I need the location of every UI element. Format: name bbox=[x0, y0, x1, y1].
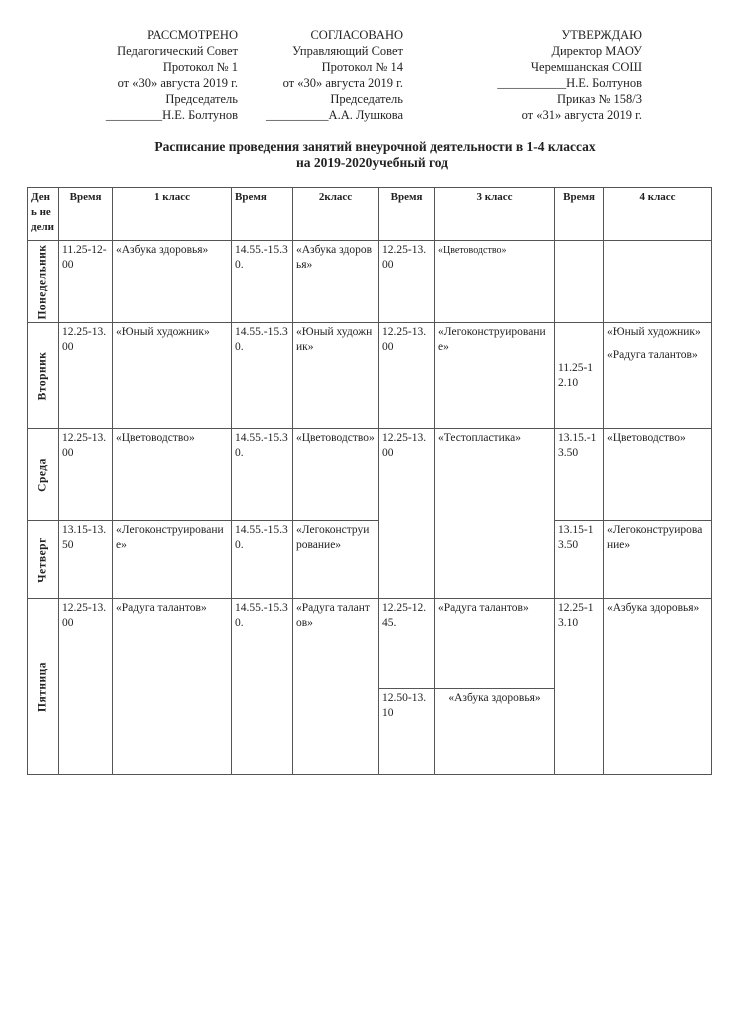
title-line-1: Расписание проведения занятий внеурочной деятельности в 1-4 классах bbox=[154, 139, 596, 154]
table-row bbox=[28, 521, 712, 599]
day-label: Пятница bbox=[36, 661, 49, 712]
table-row bbox=[28, 323, 712, 429]
document-title bbox=[0, 139, 744, 171]
activity-cell: «Азбука здоровья» bbox=[293, 241, 379, 323]
block-body: Управляющий Совет bbox=[292, 44, 403, 58]
time-cell: 14.55.-15.30. bbox=[232, 241, 293, 323]
block-title: СОГЛАСОВАНО bbox=[310, 28, 403, 42]
day-label: Среда bbox=[36, 457, 49, 492]
day-cell bbox=[28, 241, 59, 323]
activity-cell: «Радуга талантов» bbox=[113, 599, 232, 775]
block-title: УТВЕРЖДАЮ bbox=[561, 28, 642, 42]
block-protocol: Протокол № 14 bbox=[321, 60, 403, 74]
time-cell: 12.50-13.10 bbox=[379, 689, 435, 775]
activity-cell: «Легоконструирование» bbox=[604, 521, 712, 599]
day-cell bbox=[28, 599, 59, 775]
activity-label: «Юный художник» bbox=[607, 326, 701, 338]
column-header: Время bbox=[232, 188, 293, 241]
time-cell: 12.25-12.45. bbox=[379, 599, 435, 689]
column-header: Время bbox=[59, 188, 113, 241]
activity-cell: «Легоконструирование» bbox=[435, 323, 555, 429]
block-role: Председатель bbox=[330, 92, 403, 106]
column-header: Время bbox=[555, 188, 604, 241]
activity-cell: «Азбука здоровья» bbox=[113, 241, 232, 323]
block-date: от «30» августа 2019 г. bbox=[117, 76, 238, 90]
activity-cell: «Радуга талантов» bbox=[435, 599, 555, 689]
time-cell: 12.25-13.00 bbox=[59, 323, 113, 429]
activity-cell: «Легоконструирование» bbox=[113, 521, 232, 599]
time-cell bbox=[555, 241, 604, 323]
column-header: 3 класс bbox=[435, 188, 555, 241]
column-header: День недели bbox=[28, 188, 59, 241]
block-signature: _________Н.Е. Болтунов bbox=[105, 108, 238, 122]
day-label: Понедельник bbox=[36, 243, 49, 320]
block-order: Приказ № 158/3 bbox=[557, 92, 642, 106]
time-cell: 13.15.-13.50 bbox=[555, 429, 604, 521]
activity-cell: «Юный художник» bbox=[113, 323, 232, 429]
day-cell bbox=[28, 429, 59, 521]
activity-cell: «Тестопластика» bbox=[435, 429, 555, 599]
column-header: Время bbox=[379, 188, 435, 241]
activity-cell bbox=[604, 241, 712, 323]
block-date: от «30» августа 2019 г. bbox=[282, 76, 403, 90]
block-role: Председатель bbox=[165, 92, 238, 106]
approval-block-considered bbox=[80, 27, 238, 123]
column-header: 4 класс bbox=[604, 188, 712, 241]
time-cell: 12.25-13.00 bbox=[379, 323, 435, 429]
block-title: РАССМОТРЕНО bbox=[147, 28, 238, 42]
activity-label: «Радуга талантов» bbox=[607, 349, 698, 361]
time-cell: 12.25-13.00 bbox=[59, 599, 113, 775]
activity-cell: «Цветоводство» bbox=[113, 429, 232, 521]
activity-cell: «Азбука здоровья» bbox=[604, 599, 712, 775]
activity-cell: «Цветоводство» bbox=[435, 241, 555, 323]
table-row bbox=[28, 429, 712, 521]
approval-block-agreed bbox=[240, 27, 403, 123]
activity-cell: «Азбука здоровья» bbox=[435, 689, 555, 775]
time-cell: 14.55.-15.30. bbox=[232, 323, 293, 429]
column-header: 2класс bbox=[293, 188, 379, 241]
column-header: 1 класс bbox=[113, 188, 232, 241]
schedule-table bbox=[27, 187, 712, 775]
approval-block-approved bbox=[470, 27, 642, 123]
activity-cell bbox=[604, 323, 712, 429]
block-date: от «31» августа 2019 г. bbox=[521, 108, 642, 122]
block-position: Директор МАОУ bbox=[551, 44, 642, 58]
table-row bbox=[28, 241, 712, 323]
day-cell bbox=[28, 323, 59, 429]
block-school: Черемшанская СОШ bbox=[530, 60, 642, 74]
time-cell: 12.25-13.00 bbox=[379, 429, 435, 599]
block-signature: ___________Н.Е. Болтунов bbox=[497, 76, 642, 90]
time-cell: 12.25-13.10 bbox=[555, 599, 604, 775]
activity-cell: «Юный художник» bbox=[293, 323, 379, 429]
time-cell: 12.25-13.00 bbox=[379, 241, 435, 323]
day-label: Четверг bbox=[36, 536, 49, 583]
time-cell: 14.55.-15.30. bbox=[232, 429, 293, 521]
time-cell: 14.55.-15.30. bbox=[232, 599, 293, 775]
time-cell: 11.25-12-00 bbox=[59, 241, 113, 323]
activity-cell: «Цветоводство» bbox=[293, 429, 379, 521]
activity-cell: «Легоконструирование» bbox=[293, 521, 379, 599]
time-cell: 11.25-12.10 bbox=[555, 323, 604, 429]
block-signature: __________А.А. Лушкова bbox=[266, 108, 403, 122]
title-line-2: на 2019-2020учебный год bbox=[296, 155, 448, 170]
time-cell: 14.55.-15.30. bbox=[232, 521, 293, 599]
table-row bbox=[28, 599, 712, 689]
day-cell bbox=[28, 521, 59, 599]
block-body: Педагогический Совет bbox=[117, 44, 238, 58]
header-row bbox=[28, 188, 712, 241]
day-label: Вторник bbox=[36, 351, 49, 400]
time-cell: 13.15-13.50 bbox=[555, 521, 604, 599]
time-cell: 12.25-13.00 bbox=[59, 429, 113, 521]
time-cell: 13.15-13.50 bbox=[59, 521, 113, 599]
block-protocol: Протокол № 1 bbox=[162, 60, 238, 74]
activity-cell: «Радуга талантов» bbox=[293, 599, 379, 775]
activity-cell: «Цветоводство» bbox=[604, 429, 712, 521]
